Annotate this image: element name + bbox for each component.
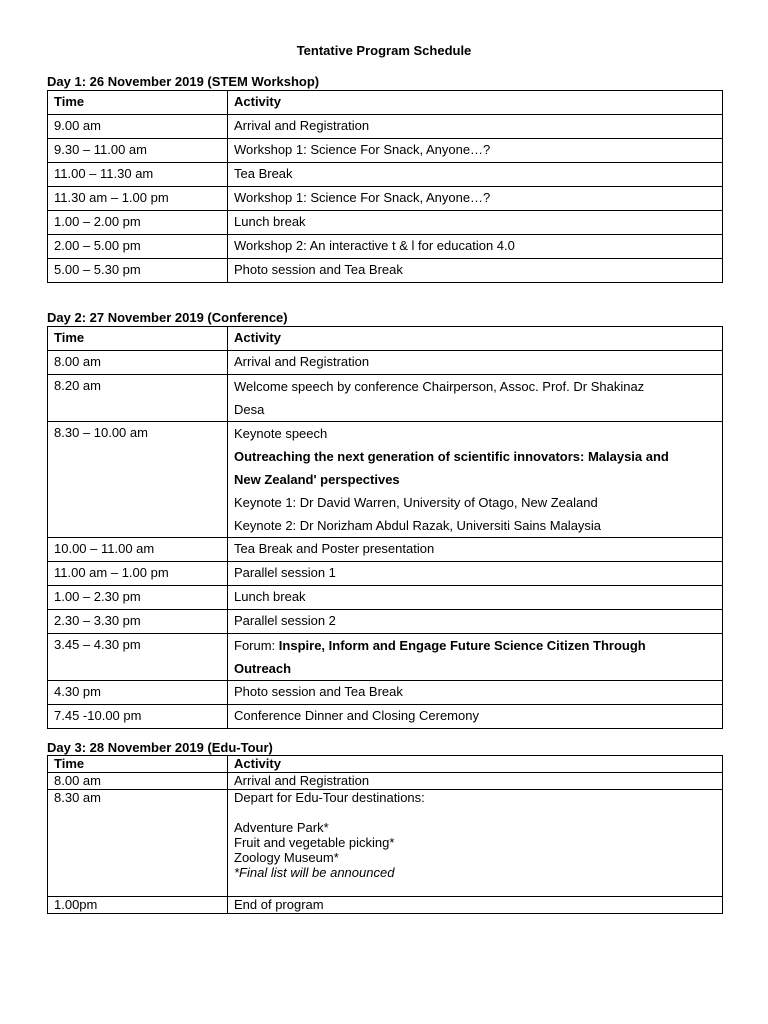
table-row — [48, 163, 723, 187]
activity-cell — [228, 790, 723, 897]
table-row — [48, 115, 723, 139]
time-cell: 9.30 – 11.00 am — [48, 139, 228, 163]
table-row — [48, 422, 723, 538]
time-cell: 9.00 am — [48, 115, 228, 139]
keynote-speaker: Keynote 1: Dr David Warren, University of Otago, New Zealand — [234, 495, 598, 510]
destination-item: Zoology Museum* — [234, 850, 339, 865]
activity-cell: Tea Break and Poster presentation — [228, 538, 723, 562]
activity-cell: Arrival and Registration — [228, 115, 723, 139]
table-row — [48, 259, 723, 283]
forum-prefix: Forum: — [234, 638, 279, 653]
activity-cell: Parallel session 1 — [228, 562, 723, 586]
day1-schedule-table — [47, 90, 723, 283]
time-cell: 5.00 – 5.30 pm — [48, 259, 228, 283]
table-row — [48, 634, 723, 681]
activity-cell: Arrival and Registration — [228, 773, 723, 790]
time-cell: 2.30 – 3.30 pm — [48, 610, 228, 634]
keynote-title: New Zealand' perspectives — [234, 472, 400, 487]
activity-header: Activity — [228, 756, 723, 773]
activity-cell — [228, 375, 723, 422]
table-header-row — [48, 327, 723, 351]
time-cell: 8.20 am — [48, 375, 228, 422]
activity-line: Welcome speech by conference Chairperson, Assoc. Prof. Dr Shakinaz — [234, 379, 645, 394]
activity-cell: Workshop 1: Science For Snack, Anyone…? — [228, 139, 723, 163]
table-row — [48, 681, 723, 705]
time-cell: 11.00 – 11.30 am — [48, 163, 228, 187]
activity-header: Activity — [228, 91, 723, 115]
table-row — [48, 562, 723, 586]
day3-heading: Day 3: 28 November 2019 (Edu-Tour) — [47, 740, 273, 755]
activity-cell: Workshop 2: An interactive t & l for education 4.0 — [228, 235, 723, 259]
time-cell: 11.30 am – 1.00 pm — [48, 187, 228, 211]
activity-cell — [228, 634, 723, 681]
activity-cell: Photo session and Tea Break — [228, 259, 723, 283]
table-header-row — [48, 756, 723, 773]
time-cell: 7.45 -10.00 pm — [48, 705, 228, 729]
table-row — [48, 375, 723, 422]
keynote-speaker: Keynote 2: Dr Norizham Abdul Razak, Universiti Sains Malaysia — [234, 518, 602, 533]
day2-heading: Day 2: 27 November 2019 (Conference) — [47, 310, 288, 325]
activity-cell — [228, 422, 723, 538]
time-header: Time — [48, 756, 228, 773]
destination-item: Adventure Park* — [234, 820, 329, 835]
day1-heading: Day 1: 26 November 2019 (STEM Workshop) — [47, 74, 320, 89]
table-row — [48, 139, 723, 163]
time-cell: 8.30 am — [48, 790, 228, 897]
table-row — [48, 538, 723, 562]
forum-title: Inspire, Inform and Engage Future Science Citizen Through — [278, 638, 646, 653]
time-cell: 3.45 – 4.30 pm — [48, 634, 228, 681]
time-cell: 8.00 am — [48, 773, 228, 790]
page-title: Tentative Program Schedule — [296, 43, 472, 58]
table-row — [48, 187, 723, 211]
activity-cell: Photo session and Tea Break — [228, 681, 723, 705]
table-row — [48, 586, 723, 610]
keynote-title: Outreaching the next generation of scientific innovators: Malaysia and — [234, 449, 669, 464]
activity-cell: Conference Dinner and Closing Ceremony — [228, 705, 723, 729]
activity-line: Desa — [234, 402, 265, 417]
table-row — [48, 610, 723, 634]
footnote: *Final list will be announced — [234, 865, 395, 880]
table-row — [48, 211, 723, 235]
activity-cell: Parallel session 2 — [228, 610, 723, 634]
destination-item: Fruit and vegetable picking* — [234, 835, 395, 850]
activity-cell: Workshop 1: Science For Snack, Anyone…? — [228, 187, 723, 211]
table-row — [48, 235, 723, 259]
table-row — [48, 351, 723, 375]
table-row — [48, 773, 723, 790]
activity-line: Depart for Edu-Tour destinations: — [234, 790, 425, 805]
activity-line — [234, 634, 716, 657]
activity-cell: Arrival and Registration — [228, 351, 723, 375]
time-cell: 8.00 am — [48, 351, 228, 375]
time-cell: 11.00 am – 1.00 pm — [48, 562, 228, 586]
activity-line: Keynote speech — [234, 426, 328, 441]
activity-cell: Lunch break — [228, 586, 723, 610]
activity-cell: Lunch break — [228, 211, 723, 235]
table-header-row — [48, 91, 723, 115]
time-cell: 10.00 – 11.00 am — [48, 538, 228, 562]
day2-schedule-table — [47, 326, 723, 729]
activity-cell: End of program — [228, 897, 723, 914]
table-row — [48, 705, 723, 729]
forum-title: Outreach — [234, 661, 292, 676]
activity-header: Activity — [228, 327, 723, 351]
activity-cell: Tea Break — [228, 163, 723, 187]
time-header: Time — [48, 327, 228, 351]
time-header: Time — [48, 91, 228, 115]
time-cell: 4.30 pm — [48, 681, 228, 705]
spacer — [234, 805, 716, 820]
table-row — [48, 897, 723, 914]
time-cell: 2.00 – 5.00 pm — [48, 235, 228, 259]
day3-schedule-table — [47, 755, 723, 914]
table-row — [48, 790, 723, 897]
time-cell: 1.00 – 2.00 pm — [48, 211, 228, 235]
time-cell: 8.30 – 10.00 am — [48, 422, 228, 538]
time-cell: 1.00pm — [48, 897, 228, 914]
time-cell: 1.00 – 2.30 pm — [48, 586, 228, 610]
